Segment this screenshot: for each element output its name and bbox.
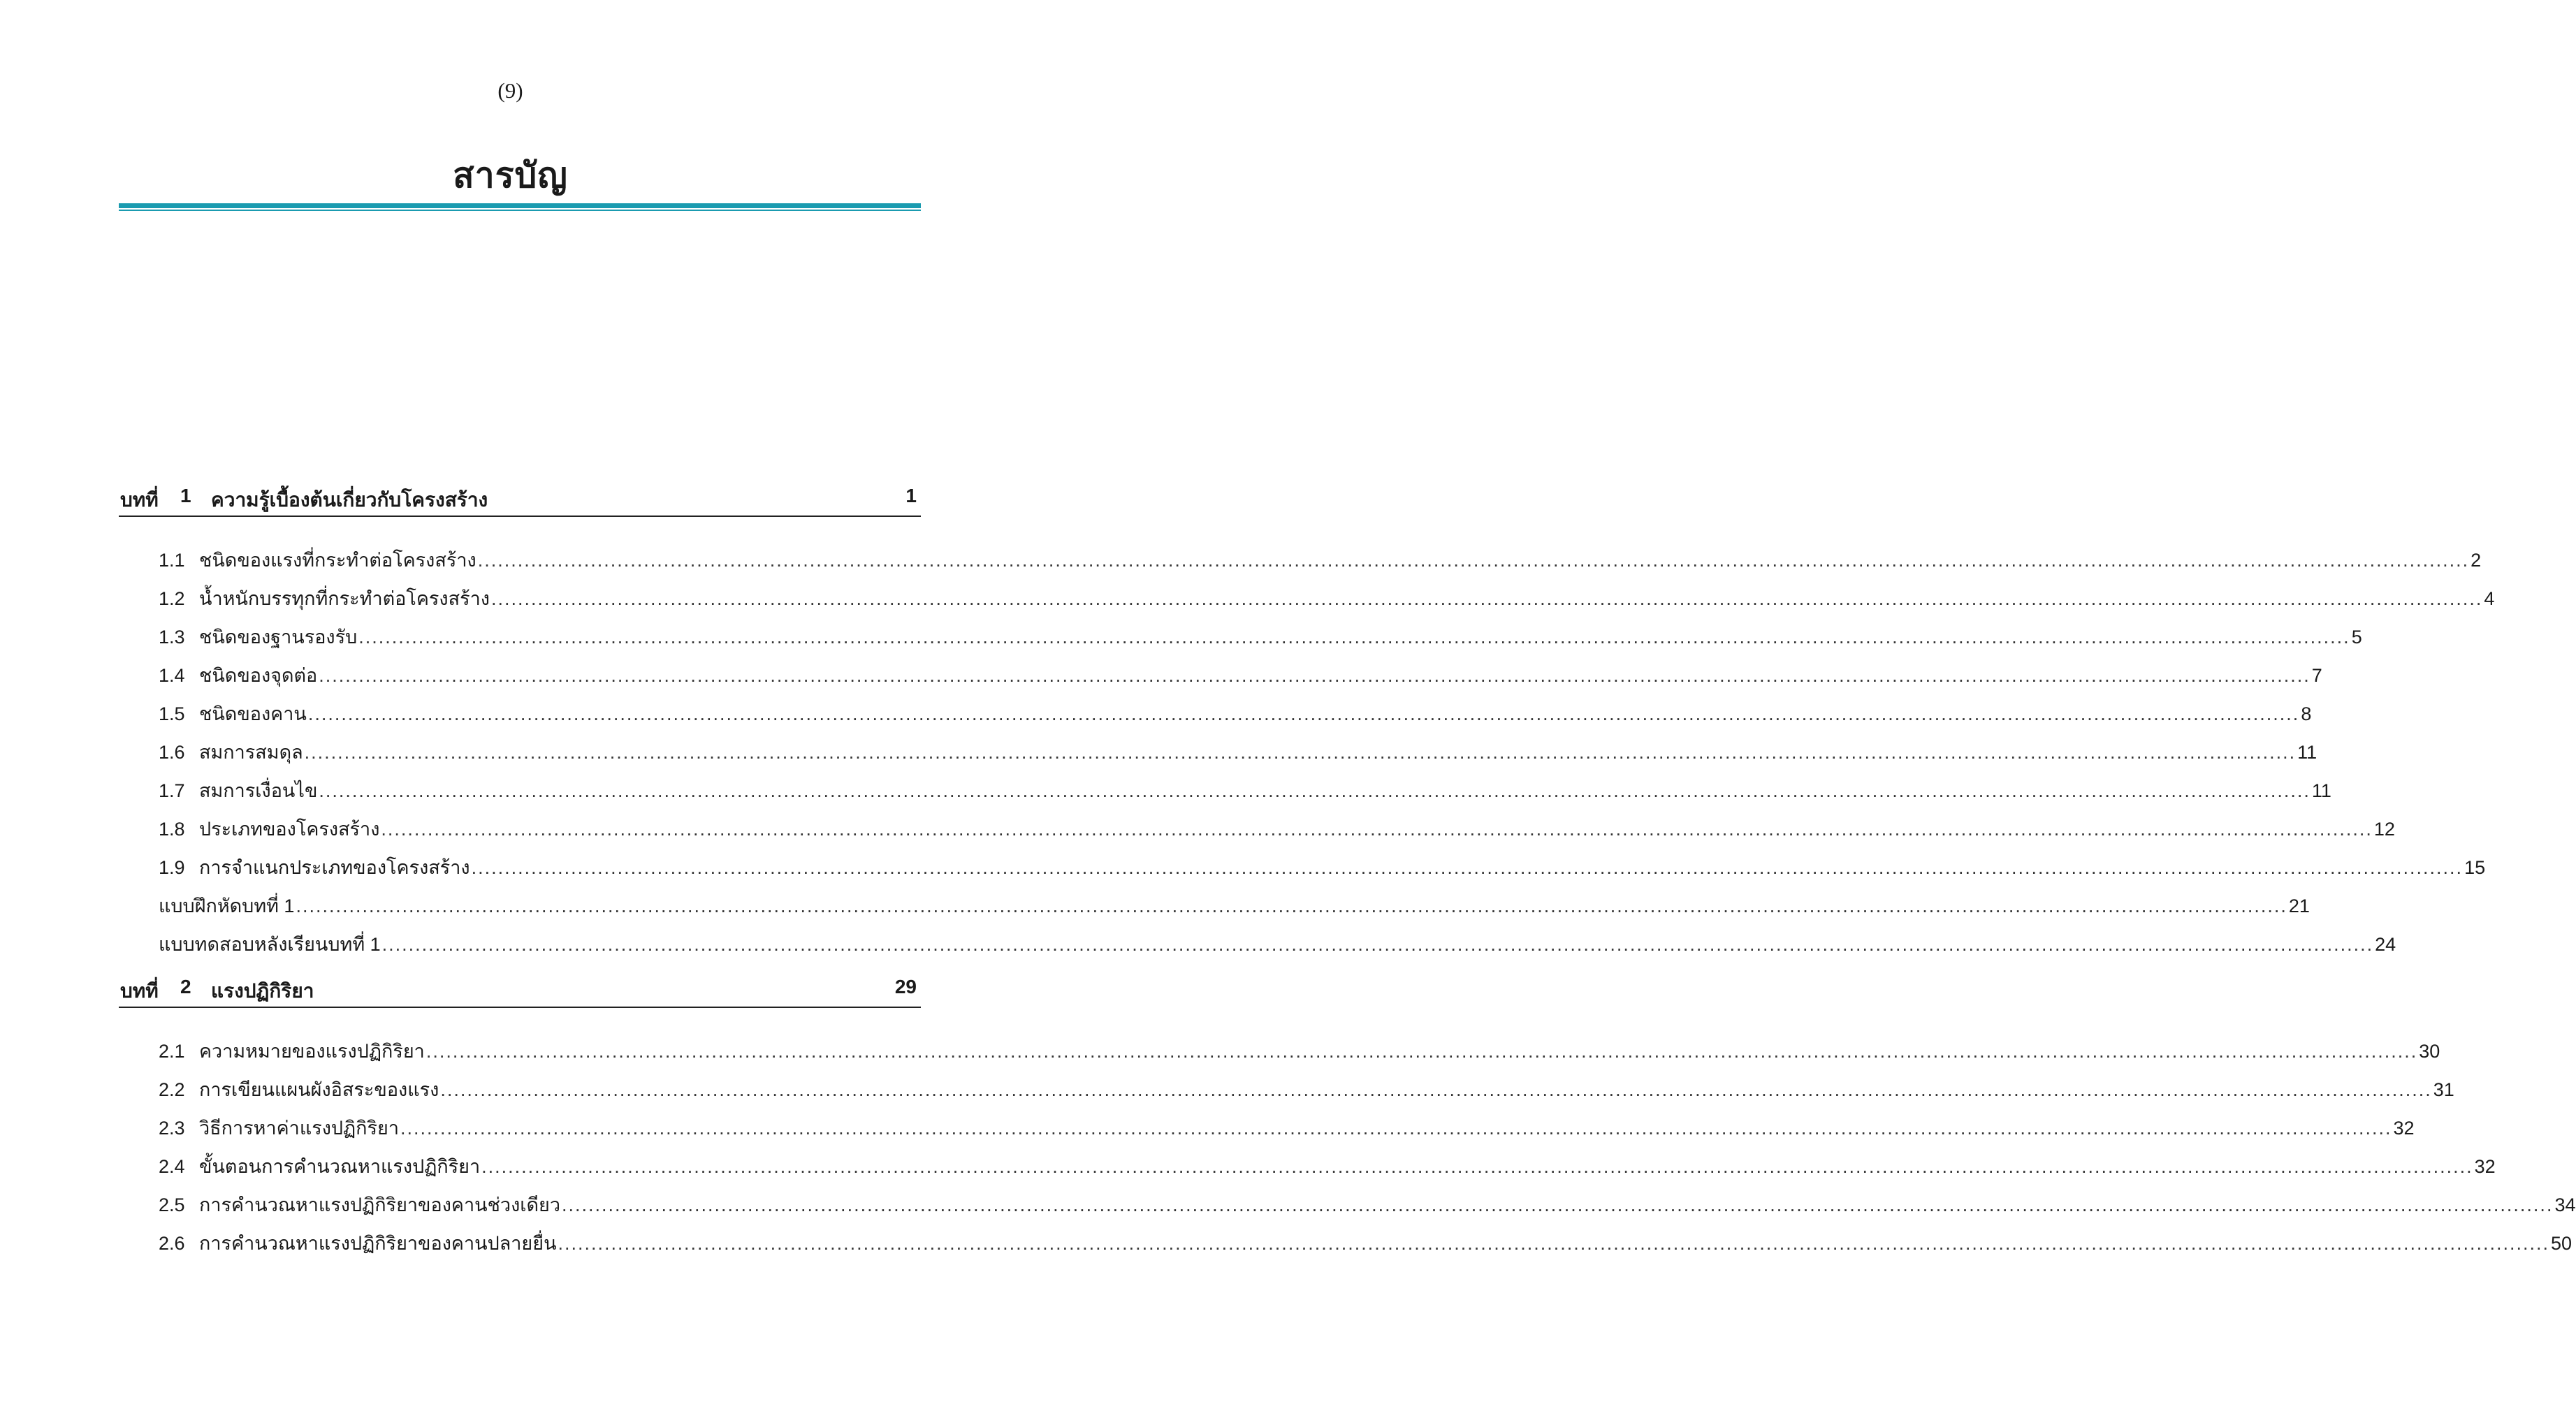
section-number: 1.3 [159, 627, 185, 648]
dot-leader: ............................................................................................................................................................................................................................................................................................................ [490, 588, 2483, 609]
table-of-contents [119, 0, 2576, 1411]
chapter-number: 1 [180, 485, 191, 506]
section-number: 2.2 [159, 1079, 185, 1100]
section-page: 15 [2464, 857, 2486, 878]
toc-entry[interactable] [159, 1074, 2454, 1102]
section-page: 11 [2311, 780, 2331, 801]
toc-entry[interactable] [159, 929, 2396, 957]
section-title: ขั้นตอนการคำนวณหาแรงปฏิกิริยา [199, 1156, 481, 1177]
section-page: 50 [2550, 1233, 2573, 1254]
section-page: 11 [2297, 742, 2317, 763]
section-number: 2.1 [159, 1041, 185, 1062]
section-title: ชนิดของแรงที่กระทำต่อโครงสร้าง [199, 550, 476, 571]
toc-entry[interactable] [159, 1113, 2415, 1141]
chapter-number: 2 [180, 976, 191, 997]
section-title: การคำนวณหาแรงปฏิกิริยาของคานช่วงเดียว [199, 1194, 560, 1215]
section-title: สมการสมดุล [199, 742, 303, 763]
dot-leader: ............................................................................................................................................................................................................................................................................................................ [358, 627, 2350, 648]
section-title: การจำแนกประเภทของโครงสร้าง [199, 857, 470, 878]
exercise-title: แบบฝึกหัดบทที่ 1 [159, 895, 295, 916]
section-page: 4 [2484, 588, 2495, 609]
chapter-page: 29 [894, 976, 917, 997]
section-title: ชนิดของจุดต่อ [199, 665, 318, 686]
test-title: แบบทดสอบหลังเรียนบทที่ 1 [159, 934, 381, 955]
section-number: 1.5 [159, 703, 185, 724]
dot-leader: ............................................................................................................................................................................................................................................................................................................ [304, 742, 2297, 763]
toc-entry[interactable] [159, 1036, 2440, 1064]
chapter-heading[interactable] [119, 972, 921, 1008]
test-page: 24 [2375, 934, 2396, 955]
section-number: 1.9 [159, 857, 185, 878]
toc-entry[interactable] [159, 1190, 2576, 1218]
section-number: 2.6 [159, 1233, 185, 1254]
dot-leader: ............................................................................................................................................................................................................................................................................................................ [400, 1118, 2392, 1139]
dot-leader: ............................................................................................................................................................................................................................................................................................................ [381, 819, 2373, 840]
section-page: 12 [2373, 819, 2395, 840]
section-title: ชนิดของคาน [199, 703, 307, 724]
section-title: วิธีการหาค่าแรงปฏิกิริยา [199, 1118, 400, 1139]
section-number: 2.5 [159, 1194, 185, 1215]
toc-entry[interactable] [159, 814, 2395, 842]
dot-leader: ............................................................................................................................................................................................................................................................................................................ [558, 1233, 2549, 1254]
toc-entry[interactable] [159, 1228, 2573, 1256]
dot-leader: ............................................................................................................................................................................................................................................................................................................ [562, 1194, 2554, 1215]
toc-entry[interactable] [159, 545, 2482, 573]
section-number: 1.2 [159, 588, 185, 609]
dot-leader: ............................................................................................................................................................................................................................................................................................................ [440, 1079, 2432, 1100]
section-page: 32 [2474, 1156, 2496, 1177]
toc-entry[interactable] [159, 622, 2362, 650]
section-page: 2 [2471, 550, 2482, 571]
section-page: 34 [2554, 1194, 2576, 1215]
dot-leader: ............................................................................................................................................................................................................................................................................................................ [425, 1041, 2418, 1062]
section-title: ความหมายของแรงปฏิกิริยา [199, 1041, 425, 1062]
dot-leader: ............................................................................................................................................................................................................................................................................................................ [307, 703, 2300, 724]
section-title: สมการเงื่อนไข [199, 780, 318, 801]
page-number: (9) [497, 78, 523, 103]
toc-entry[interactable] [159, 775, 2331, 803]
section-number: 1.6 [159, 742, 185, 763]
section-page: 7 [2311, 665, 2322, 686]
toc-entry[interactable] [159, 1151, 2496, 1179]
toc-entry[interactable] [159, 852, 2486, 880]
section-title: ชนิดของฐานรองรับ [199, 627, 358, 648]
chapter-label: บทที่ [120, 980, 159, 1002]
dot-leader: ............................................................................................................................................................................................................................................................................................................ [471, 857, 2464, 878]
exercise-page: 21 [2288, 895, 2310, 916]
toc-entry[interactable] [159, 699, 2312, 726]
chapter-title: ความรู้เบื้องต้นเกี่ยวกับโครงสร้าง [211, 489, 488, 511]
section-title: ประเภทของโครงสร้าง [199, 819, 380, 840]
section-page: 32 [2393, 1118, 2415, 1139]
section-page: 8 [2301, 703, 2312, 724]
chapter-page: 1 [905, 485, 917, 506]
section-number: 1.7 [159, 780, 185, 801]
dot-leader: ............................................................................................................................................................................................................................................................................................................ [381, 934, 2374, 955]
dot-leader: ............................................................................................................................................................................................................................................................................................................ [477, 550, 2470, 571]
section-title: การคำนวณหาแรงปฏิกิริยาของคานปลายยื่น [199, 1233, 557, 1254]
section-number: 1.4 [159, 665, 185, 686]
section-page: 31 [2433, 1079, 2454, 1100]
dot-leader: ............................................................................................................................................................................................................................................................................................................ [296, 895, 2287, 916]
dot-leader: ............................................................................................................................................................................................................................................................................................................ [481, 1156, 2473, 1177]
chapter-title: แรงปฏิกิริยา [211, 980, 314, 1002]
toc-entry[interactable] [159, 660, 2322, 688]
dot-leader: ............................................................................................................................................................................................................................................................................................................ [319, 780, 2311, 801]
chapter-label: บทที่ [120, 489, 159, 511]
page-title: สารบัญ [453, 155, 568, 196]
section-title: น้ำหนักบรรทุกที่กระทำต่อโครงสร้าง [199, 588, 490, 609]
toc-entry[interactable] [159, 583, 2495, 611]
section-number: 1.8 [159, 819, 185, 840]
section-number: 2.3 [159, 1118, 185, 1139]
section-page: 30 [2419, 1041, 2440, 1062]
toc-entry[interactable] [159, 737, 2317, 765]
toc-entry[interactable] [159, 891, 2310, 919]
section-number: 2.4 [159, 1156, 185, 1177]
section-title: การเขียนแผนผังอิสระของแรง [199, 1079, 439, 1100]
dot-leader: ............................................................................................................................................................................................................................................................................................................ [319, 665, 2311, 686]
section-page: 5 [2351, 627, 2362, 648]
section-number: 1.1 [159, 550, 185, 571]
chapter-heading[interactable] [119, 481, 921, 517]
